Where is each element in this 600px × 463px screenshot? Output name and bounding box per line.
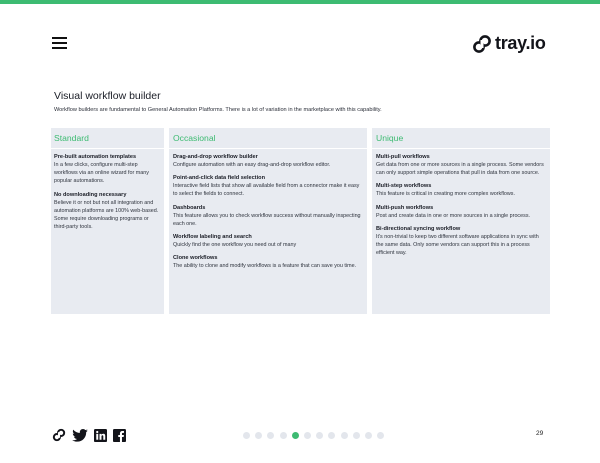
top-accent-bar [0,0,600,4]
page-number: 29 [536,430,544,437]
pagination-dot[interactable] [255,432,262,439]
feature-description: Post and create data in one or more sources in a single process. [376,212,531,219]
feature-item [376,182,545,198]
feature-description: Believe it or not but not all integration and automation platforms are 100% web-based. Some require downloading programs or third-party tools. [54,199,159,231]
column-unique [372,128,550,314]
pagination-dot[interactable] [365,432,372,439]
brand-logo[interactable] [472,33,546,54]
twitter-icon[interactable] [72,429,88,442]
pagination-dot[interactable] [377,432,384,439]
tray-logo-icon[interactable] [52,428,66,442]
feature-title: Pre-built automation templates [54,154,137,160]
footer-social-links [52,428,132,442]
column-divider [372,148,550,149]
feature-title: Dashboards [173,204,206,211]
feature-description: It's non-trivial to keep two different software applications in sync with the same data. Only some vendors can support this in a process efficient way. [376,233,539,257]
pagination-dots [243,432,389,439]
feature-title: Point-and-click data field selection [173,175,266,182]
pagination-dot-active[interactable] [292,432,299,439]
feature-title: Multi-push workflows [376,204,434,211]
feature-item [173,204,362,228]
feature-item [54,191,159,232]
feature-title: Bi-directional syncing workflow [376,225,461,232]
column-standard [51,128,164,314]
feature-title: No downloading necessary [54,191,127,198]
pagination-dot[interactable] [328,432,335,439]
feature-description: This feature is critical in creating more complex workflows. [376,191,516,198]
feature-item [173,174,362,198]
brand-name: tray.io [495,33,546,53]
feature-title: Multi-step workflows [376,183,432,190]
linkedin-icon[interactable] [94,429,107,442]
column-header: Standard [54,133,89,143]
feature-description: Quickly find the one workflow you need out of many [173,242,297,249]
feature-description: Configure automation with an easy drag-and-drop workflow editor. [173,162,331,168]
tray-logo-icon [472,34,492,54]
column-divider [50,148,164,149]
pagination-dot[interactable] [353,432,360,439]
pagination-dot[interactable] [304,432,311,439]
pagination-dot[interactable] [267,432,274,439]
feature-title: Clone workflows [173,255,218,262]
pagination-dot[interactable] [243,432,250,439]
feature-description: Get data from one or more sources in a single process. Some vendors can only support simple operations that pull in data from one source. [376,162,544,177]
pagination-dot[interactable] [316,432,323,439]
feature-description: Interactive field lists that show all available field from a connector make it easy to select the fields to connect. [173,183,360,198]
feature-item [173,233,362,249]
page-subtitle: Workflow builders are fundamental to General Automation Platforms. There is a lot of variation in the marketplace with this capability. [54,107,382,113]
menu-icon[interactable] [52,37,67,49]
feature-description: In a few clicks, configure multi-step workflows via an online wizard for many popular automations. [54,162,149,185]
column-header: Unique [376,133,404,143]
feature-item [376,204,545,220]
facebook-icon[interactable] [113,429,126,442]
pagination-dot[interactable] [341,432,348,439]
column-divider [169,148,367,149]
feature-item [173,254,362,270]
column-occasional [169,128,367,314]
feature-title: Multi-pull workflows [376,154,430,160]
feature-description: This feature allows you to check workflow success without manually inspecting each one. [173,212,361,227]
pagination-dot[interactable] [280,432,287,439]
feature-item [376,153,545,177]
feature-item [173,153,362,169]
feature-title: Drag-and-drop workflow builder [173,154,258,160]
page-title: Visual workflow builder [54,90,161,102]
feature-item [376,225,545,258]
feature-description: The ability to clone and modify workflows is a feature that can save you time. [173,263,357,270]
feature-title: Workflow labeling and search [173,234,252,241]
column-header: Occasional [173,133,216,143]
feature-item [54,153,159,186]
